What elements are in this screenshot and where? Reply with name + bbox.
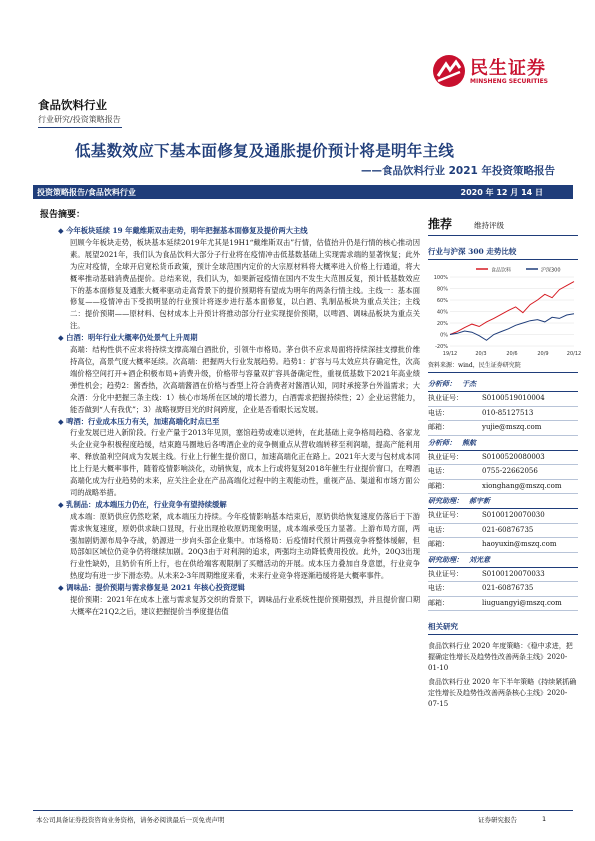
rating-value: 维持评级: [474, 221, 505, 230]
analyst-role: 研究助理：: [428, 496, 463, 505]
rating-row: [428, 215, 578, 236]
industry-name: 食品饮料行业: [38, 98, 107, 112]
info-value: S0100520080003: [482, 452, 545, 461]
x-tick-label: 20/12: [566, 351, 582, 357]
logo-cn: 民生证券: [470, 58, 546, 79]
y-tick-label: 100%: [433, 275, 448, 281]
legend-label: 沪深300: [541, 267, 561, 274]
section-3: [58, 416, 420, 499]
series-line: [450, 314, 574, 341]
analyst-info-row: [428, 582, 578, 597]
info-value: S0100120070033: [482, 569, 545, 578]
section-head-text: 调味品：提价预期与需求修复是 2021 年核心投资逻辑: [66, 583, 245, 593]
page-title: 低基数效应下基本面修复及通胀提价预计将是明年主线: [75, 142, 455, 160]
page-number: 1: [542, 815, 547, 823]
section-head: [58, 225, 420, 237]
analyst-card: [428, 436, 578, 495]
analyst-list: [428, 377, 578, 611]
section-head-text: 啤酒：行业成本压力有关，加速高端化时点已至: [66, 416, 220, 426]
analyst-info-row: [428, 392, 578, 407]
section-head-text: 乳制品：成本端压力仍在，行业竞争有望持续缓解: [66, 499, 227, 509]
info-key: 邮箱：: [428, 540, 449, 548]
section-text: 回顾今年板块走势，板块基本延续2019年尤其是19H1“戴维斯双击”行情，估值抬升仍是行情的核心推动因素。展望2021年，我们认为食品饮料大部分子行业将在疫情冲击低基数基础上实现需求端的显著恢复；此外为应对疫情，全球开启宽松货币政策，预计全球范围内定价的大宗原材料将大概率进入价格上行通道，将大概率推动基础消费品提价。总结来说，我们认为，如果新冠疫情在国内不发生大范围反复，预计低基数效应下的基本面修复及通胀大概率驱动走高背景下的提价预期将有望成为明年的两条行情主线。主线一：基本面修复——疫情冲击下受损明显的行业预计将逐步进行基本面修复，以白酒、乳制品板块为重点关注；主线二：提价预期——原材料、包材成本上升预计将推动部分行业实现提价预期，以啤酒、调味品板块为重点关注。: [70, 237, 420, 331]
email-link[interactable]: haoyuxin@mszq.com: [482, 540, 557, 548]
email-link[interactable]: liuguangyi@mszq.com: [482, 598, 562, 607]
info-key: 邮箱：: [428, 481, 449, 490]
header-rule: [38, 127, 122, 128]
info-key: 执业证号：: [428, 569, 463, 578]
analyst-card: [428, 494, 578, 553]
info-key: 执业证号：: [428, 394, 463, 402]
section-head-text: 今年板块延续 19 年戴维斯双击走势，明年把握基本面修复及提价两大主线: [66, 226, 308, 235]
analyst-role: 分析师：: [428, 437, 456, 447]
analyst-header: [428, 553, 578, 568]
section-4: [58, 499, 420, 582]
bullet-icon: ◆: [58, 583, 67, 593]
y-tick-label: 0%: [440, 332, 448, 339]
info-value: 0755-22662056: [482, 467, 538, 475]
rating-label: 推荐: [428, 217, 453, 231]
info-value: 021-60876735: [482, 525, 534, 534]
y-tick-label: 40%: [436, 309, 448, 316]
y-tick-label: -20%: [435, 344, 448, 350]
analyst-role: 研究助理：: [428, 554, 463, 564]
section-head: [58, 499, 420, 511]
analyst-info-row: [428, 568, 578, 583]
analyst-name: 熊航: [462, 437, 476, 447]
info-value: S0100519010004: [482, 394, 545, 402]
page-subtitle: ——食品饮料行业 2021 年投资策略报告: [360, 165, 555, 177]
sidebar: [428, 215, 582, 710]
info-value: 021-60876735: [482, 584, 534, 592]
bullet-icon: ◆: [58, 226, 67, 235]
analyst-info-row: [428, 524, 578, 539]
info-key: 邮箱：: [428, 598, 449, 607]
legend-label: 食品饮料: [491, 267, 512, 274]
bar-date: 2020 年 12 月 14 日: [460, 188, 543, 197]
analyst-info-row: [428, 407, 578, 422]
report-type: 行业研究/投资策略报告: [38, 115, 121, 124]
email-link[interactable]: xionghang@mszq.com: [482, 481, 562, 490]
analyst-header: [428, 436, 578, 451]
section-head: [58, 416, 420, 428]
bullet-icon: ◆: [58, 416, 67, 426]
footer-rule: [33, 810, 573, 811]
analyst-info-row: [428, 421, 578, 436]
info-key: 电话：: [428, 584, 449, 592]
analyst-header: [428, 377, 578, 392]
analyst-card: [428, 377, 578, 436]
logo-en: MINSHENG SECURITIES: [470, 78, 548, 85]
bar-left: 投资策略报告/食品饮料行业: [37, 188, 136, 197]
report-bar: [33, 185, 573, 199]
analyst-name: 郝宇新: [469, 496, 490, 505]
section-text: 提价预期：2021年在成本上涨与需求复苏交织的背景下，调味品行业系统性提价预期强烈，并且提价窗口期大概率在21Q2之后，建议把握提价当季度提估值: [70, 595, 420, 616]
analyst-info-row: [428, 509, 578, 524]
analyst-info-row: [428, 480, 578, 495]
section-text: 高端：结构性供不应求将持续支撑高端白酒批价，引领牛市格局。茅台供不应求局面将持续深挂支撑批价维持高位，高景气度大概率延续。次高端：把握两大行业发展趋势。趋势1：扩容与马太效应共存确定性，次高端价格空间打开+酒企积极布局+消费升级，价格带与容量双扩容具备确定性，重视低基数下2021年高业绩弹性机会；趋势2：酱香热，次高端酱酒在价格与香型上符合消费者对酱酒认知，同时承接茅台外溢需求；大众酒：分化中把握三条主线：1）核心市场所在区域的增长潜力，白酒需求把握持续性；2）企业运营能力，能否做到“人有我优”；3）战略视野目光的时间跨度，企业是否看眼长远发展。: [70, 345, 420, 414]
analyst-info-row: [428, 451, 578, 466]
section-head-text: 白酒：明年行业大概率仍处景气上升周期: [66, 333, 198, 343]
info-key: 电话：: [428, 467, 449, 475]
analyst-info-row: [428, 538, 578, 553]
analyst-info-row: [428, 597, 578, 612]
y-tick-label: 80%: [436, 286, 448, 293]
section-head: [58, 332, 420, 344]
y-tick-label: 60%: [436, 298, 448, 304]
info-key: 执业证号：: [428, 452, 463, 461]
section-text: 成本端：原奶供应仍然吃紧，成本端压力持续。今年疫情影响基本结束后，原奶供给恢复速度仍落后于下游需求恢复速度，原奶供求缺口显现，行业出现抢收原奶现象明显，成本端承受压力显著。上游布局方面，两强加剧奶源布局争夺战，奶源进一步向头部企业集中。市场格局：后疫情时代预计两强竞争将整体缓解，但局部如区域位仍竞争仍将继续加剧。20Q3由于对利润的追求，两强均主动降低费用投放。此外，20Q3出现行业性缺奶，且奶价有所上行，也在供给端客观限制了买赠活动的开展。成本压力叠加自身意愿，行业竞争热度均有进一步下滑态势。从未来2-3年周期维度来看，未来行业竞争将逐渐趋缓将是大概率事件。: [70, 511, 420, 581]
summary-label: 报告摘要：: [40, 210, 86, 220]
x-tick-label: 20/3: [475, 351, 487, 357]
y-tick-label: 20%: [436, 321, 448, 327]
analyst-header: [428, 494, 578, 509]
analyst-role: 分析师：: [428, 379, 456, 388]
info-value: S0100120070030: [482, 511, 545, 519]
related-item[interactable]: 食品饮料行业 2020 年下半年策略《持续紧抓确定性增长及趋势性改善两条核心主线》2020-07-15: [428, 678, 577, 708]
section-5: [58, 582, 420, 618]
summary-body: [58, 225, 420, 618]
section-2: [58, 332, 420, 415]
section-text: 行业发展已进入新阶段。行业产量于2013年见顶，塞馆趋势或难以逆转，在此基础上竞争格局趋稳、各家龙头企业竞争积极程度趋缓，结束跑马圈地后各啤酒企业的竞争侧重点从营收端转移至利润端，提高产能利用率、释放盈利空间成为发展主线。行业上行催生提价窗口，加速高端化正在路上。2021年大麦与包材成本同比上行是大概率事件，随着疫情影响淡化，动销恢复，成本上行或将复刻2018年催生行业提价窗口，在啤酒高端化成为行业趋势的未来，应关注企业在产品高端化过程中的主观能动性，重视产品、渠道和市场方面公司的战略举措。: [70, 428, 420, 497]
chart-title: 行业与沪深 300 走势比较: [428, 246, 578, 260]
section-1: [58, 225, 420, 332]
x-tick-label: 20/9: [537, 351, 549, 357]
bullet-icon: ◆: [58, 333, 67, 343]
info-key: 邮箱：: [428, 423, 449, 431]
logo-mark-icon: [432, 54, 466, 88]
info-key: 电话：: [428, 525, 449, 534]
performance-chart: [428, 263, 582, 358]
analyst-card: [428, 553, 578, 612]
section-head: [58, 582, 420, 594]
x-tick-label: 20/6: [506, 351, 518, 357]
info-key: 电话：: [428, 408, 449, 417]
footer-disclaimer: 本公司具备证券投资咨询业务资格，请务必阅读最后一页免责声明: [36, 816, 225, 824]
email-link[interactable]: yujie@mszq.com: [482, 423, 542, 431]
related-head: 相关研究: [428, 621, 578, 635]
chart-source: 资料来源：wind，民生证券研究院: [428, 360, 578, 373]
analyst-name: 于杰: [462, 379, 476, 388]
bullet-icon: ◆: [58, 499, 67, 509]
company-logo: [432, 52, 572, 92]
analyst-name: 刘光意: [469, 554, 490, 564]
x-tick-label: 19/12: [442, 351, 458, 357]
info-value: 010-85127513: [482, 408, 534, 417]
related-item[interactable]: 食品饮料行业 2020 年度策略：《稳中求进，把握确定性增长及趋势性改善两条主线》2020-01-10: [428, 642, 573, 672]
footer-report-type: 证券研究报告: [478, 816, 517, 824]
analyst-info-row: [428, 465, 578, 480]
info-key: 执业证号：: [428, 511, 463, 519]
